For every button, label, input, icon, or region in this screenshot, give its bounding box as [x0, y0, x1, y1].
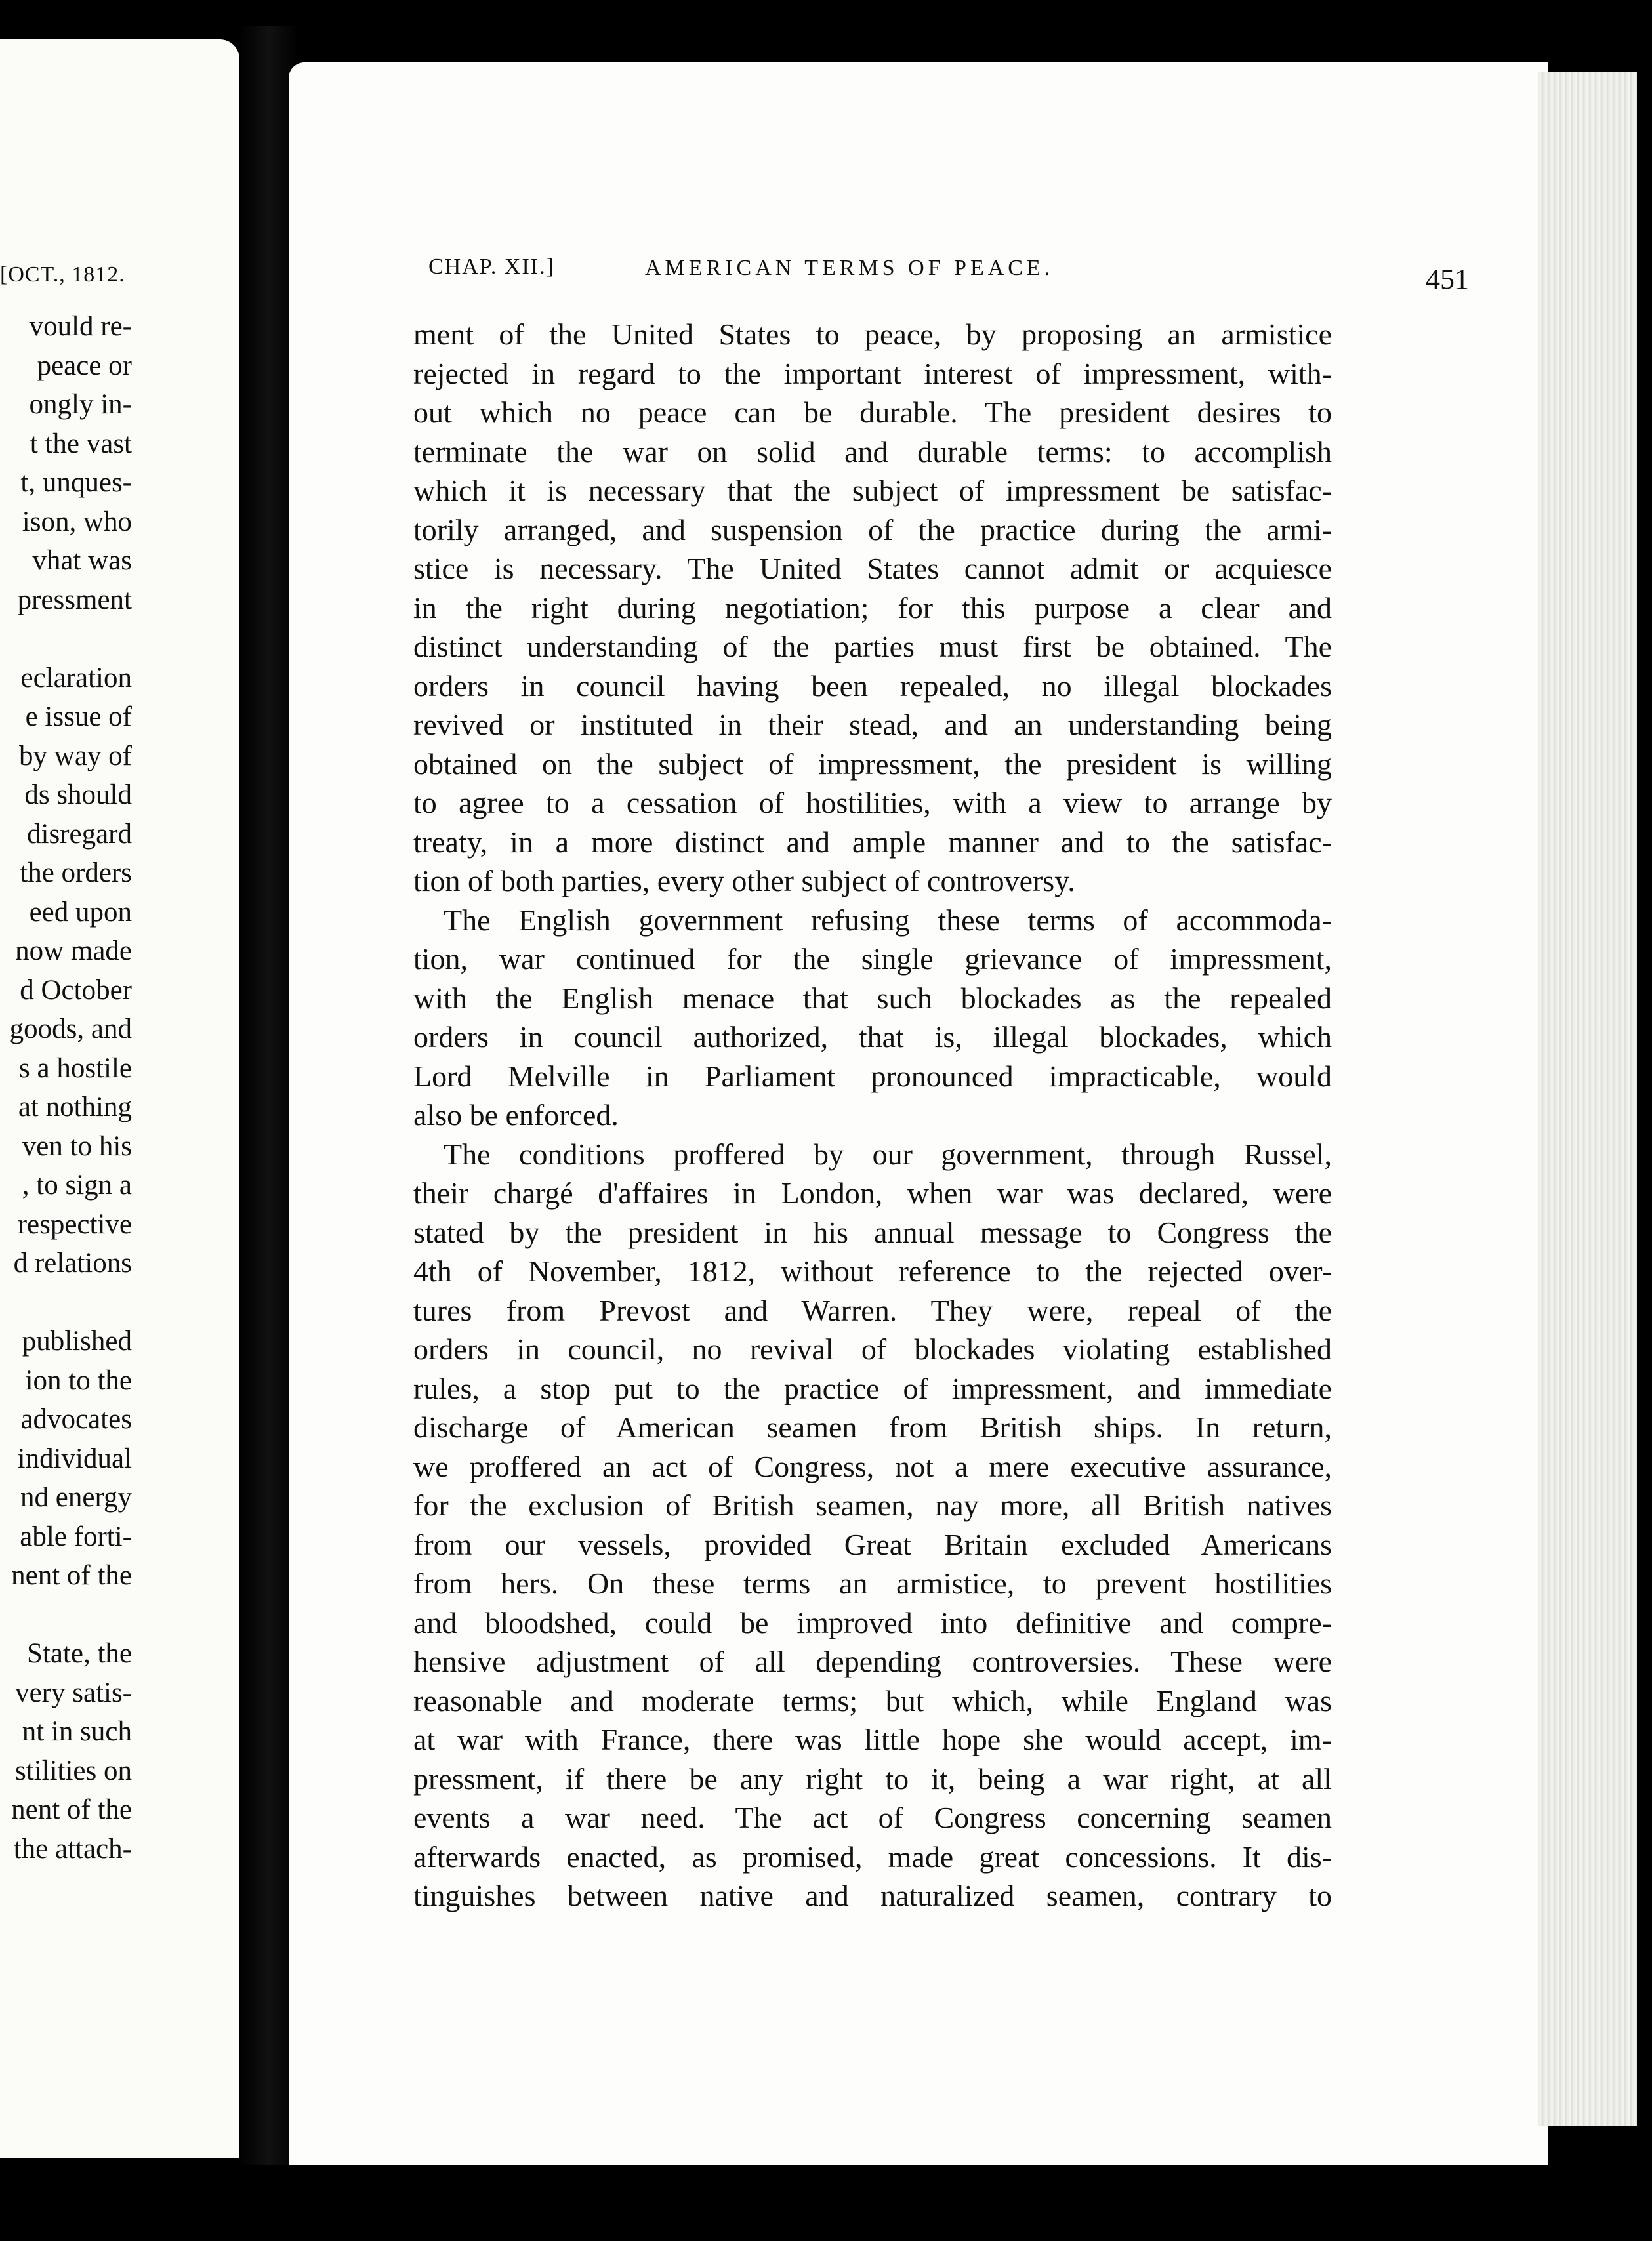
text-line: obtained on the subject of impressment, the president is willing: [413, 747, 1332, 781]
left-page-line: eed upon: [29, 896, 132, 928]
left-page-line: e issue of: [25, 701, 132, 732]
text-line: hensive adjustment of all depending controversies. These were: [413, 1645, 1332, 1678]
left-page-line: nd energy: [20, 1482, 132, 1513]
left-page-line: disregard: [27, 818, 132, 850]
text-line: terminate the war on solid and durable terms: to accomplish: [413, 434, 1332, 468]
running-head: [428, 255, 1548, 307]
page-number: 451: [1426, 263, 1469, 295]
text-line: we proffered an act of Congress, not a mere executive assurance,: [413, 1449, 1332, 1483]
text-line: revived or instituted in their stead, and an understanding being: [413, 708, 1332, 741]
text-line: Lord Melville in Parliament pronounced impracticable, would: [413, 1059, 1332, 1093]
text-line: distinct understanding of the parties must first be obtained. The: [413, 630, 1332, 663]
text-line: to agree to a cessation of hostilities, with a view to arrange by: [413, 786, 1332, 819]
left-page-line: ven to his: [22, 1130, 132, 1162]
page-edge: [1538, 72, 1637, 2126]
text-line: pressment, if there be any right to it, being a war right, at all: [413, 1761, 1332, 1796]
text-line: tion of both parties, every other subject of controversy.: [413, 864, 1075, 897]
left-page: [0, 39, 239, 2158]
left-page-line: t, unques-: [20, 467, 132, 498]
text-line: torily arranged, and suspension of the practice during the armi-: [413, 512, 1332, 546]
left-page-line: t the vast: [30, 428, 132, 459]
left-page-line: ion to the: [25, 1365, 132, 1396]
text-line: discharge of American seamen from British ships. In return,: [413, 1410, 1332, 1444]
left-page-line: nent of the: [11, 1794, 132, 1825]
text-line: orders in council, no revival of blockades violating established: [413, 1332, 1332, 1366]
left-page-line: nt in such: [22, 1716, 132, 1747]
left-page-line: vould re-: [29, 311, 132, 342]
left-page-line: the attach-: [13, 1833, 132, 1864]
text-line: out which no peace can be durable. The president desires to: [413, 396, 1332, 429]
left-page-line: very satis-: [15, 1677, 132, 1708]
left-page-line: peace or: [37, 350, 132, 381]
left-page-line: the orders: [20, 857, 132, 888]
left-page-line: ds should: [24, 779, 132, 810]
text-line: their chargé d'affaires in London, when war was declared, were: [413, 1176, 1332, 1210]
left-page-line: ison, who: [22, 506, 132, 537]
text-line: 4th of November, 1812, without reference to the rejected over-: [413, 1254, 1332, 1288]
body-text: [413, 315, 1332, 1916]
text-line: tures from Prevost and Warren. They were, repeal of the: [413, 1293, 1332, 1327]
text-line: events a war need. The act of Congress concerning seamen: [413, 1801, 1332, 1834]
text-line: stice is necessary. The United States cannot admit or acquiesce: [413, 552, 1332, 585]
chapter-label: CHAP. XII.]: [428, 255, 555, 279]
running-title: AMERICAN TERMS OF PEACE.: [645, 256, 1054, 280]
text-line: at war with France, there was little hope she would accept, im-: [413, 1723, 1332, 1756]
left-page-line: published: [22, 1326, 132, 1357]
text-line: orders in council having been repealed, no illegal blockades: [413, 668, 1332, 703]
left-page-line: d October: [20, 974, 132, 1006]
left-page-line: individual: [17, 1443, 132, 1474]
text-line: The English government refusing these terms of accommoda-: [444, 903, 1332, 937]
text-line: and bloodshed, could be improved into definitive and compre-: [413, 1605, 1332, 1639]
text-line: orders in council authorized, that is, illegal blockades, which: [413, 1020, 1332, 1054]
left-page-line: pressment: [17, 584, 132, 615]
left-page-line: stilities on: [15, 1755, 132, 1786]
text-line: which it is necessary that the subject of impressment be satisfac-: [413, 474, 1332, 507]
text-line: in the right during negotiation; for this purpose a clear and: [413, 590, 1332, 625]
left-page-line: d relations: [13, 1248, 132, 1279]
text-line: ment of the United States to peace, by proposing an armistice: [413, 318, 1332, 351]
text-line: for the exclusion of British seamen, nay more, all British natives: [413, 1489, 1332, 1522]
left-page-line: State, the: [26, 1638, 132, 1669]
left-page-line: eclaration: [20, 662, 132, 693]
left-page-header: [OCT., 1812.: [0, 262, 125, 287]
text-line: from our vessels, provided Great Britain excluded Americans: [413, 1527, 1332, 1561]
text-line: stated by the president in his annual message to Congress the: [413, 1215, 1332, 1249]
text-line: rules, a stop put to the practice of impressment, and immediate: [413, 1371, 1332, 1405]
text-line: from hers. On these terms an armistice, to prevent hostilities: [413, 1567, 1332, 1600]
text-line: tion, war continued for the single grievance of impressment,: [413, 942, 1332, 976]
text-line: afterwards enacted, as promised, made great concessions. It dis-: [413, 1840, 1332, 1874]
left-page-line: by way of: [19, 740, 132, 771]
text-line: with the English menace that such blockades as the repealed: [413, 981, 1332, 1015]
right-page: [289, 62, 1548, 2165]
text-line: treaty, in a more distinct and ample manner and to the satisfac-: [413, 825, 1332, 859]
text-line: The conditions proffered by our government, through Russel,: [444, 1137, 1332, 1171]
text-line: tinguishes between native and naturalized seamen, contrary to: [413, 1879, 1332, 1912]
left-page-line: vhat was: [32, 545, 132, 576]
text-line: rejected in regard to the important interest of impressment, with-: [413, 356, 1332, 390]
left-page-line: now made: [15, 935, 132, 966]
text-line: reasonable and moderate terms; but which, while England was: [413, 1683, 1332, 1717]
left-page-line: ongly in-: [29, 389, 132, 420]
left-page-line: nent of the: [11, 1560, 132, 1591]
left-page-line: at nothing: [18, 1092, 132, 1122]
left-page-line: advocates: [20, 1404, 132, 1435]
left-page-line: able forti-: [20, 1521, 132, 1552]
left-page-line: s a hostile: [19, 1052, 132, 1084]
text-line: also be enforced.: [413, 1098, 619, 1132]
left-page-line: goods, and: [9, 1014, 132, 1044]
left-page-line: , to sign a: [22, 1170, 132, 1201]
left-page-line: respective: [17, 1208, 132, 1240]
